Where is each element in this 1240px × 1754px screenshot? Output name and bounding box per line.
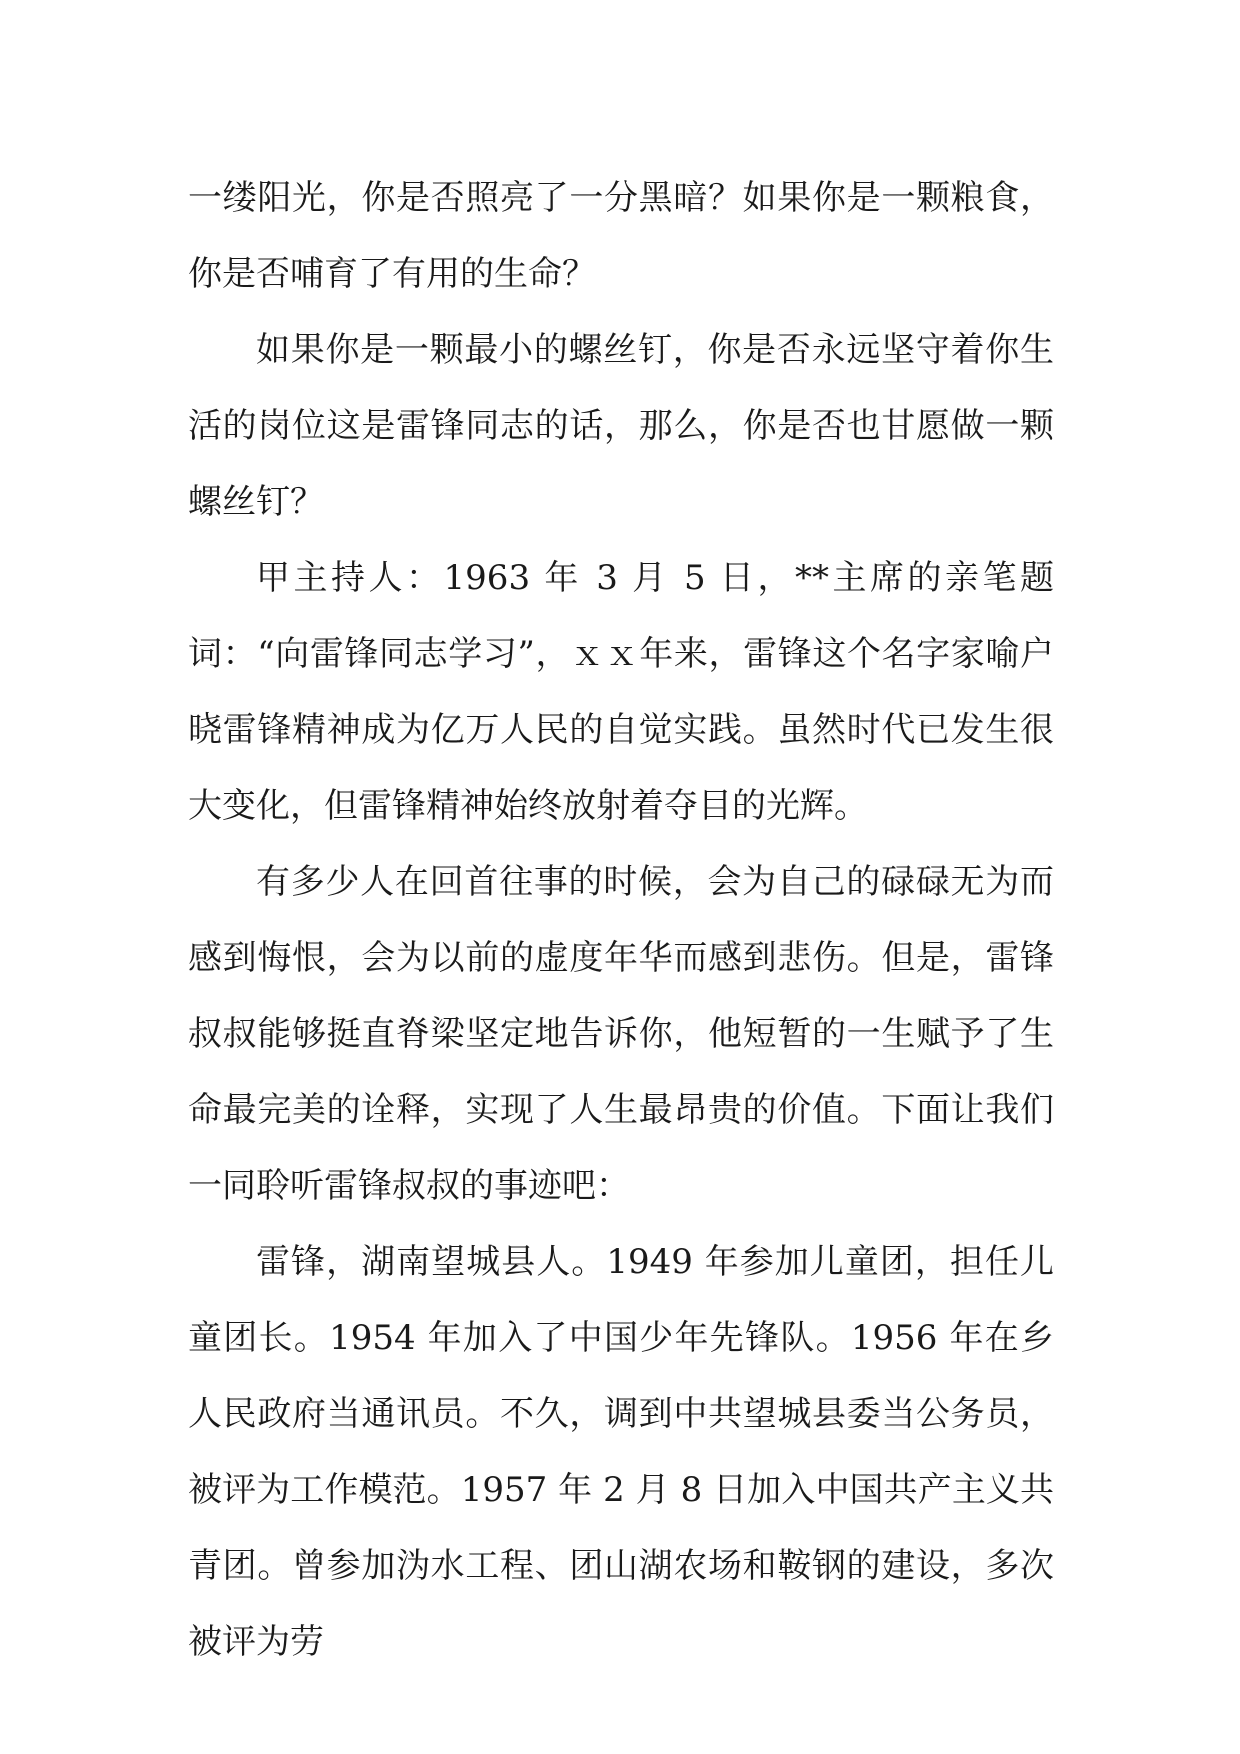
paragraph-5: 雷锋，湖南望城县人。1949 年参加儿童团，担任儿童团长。1954 年加入了中国少年先锋队。1956 年在乡人民政府当通讯员。不久，调到中共望城县委当公务员，被评为工作模范。1957 年 2 月 8 日加入中国共产主义共青团。曾参加沩水工程、团山湖农场和鞍钢的建设，多次被评为劳 (188, 1242, 1054, 1662)
paragraph-1: 一缕阳光，你是否照亮了一分黑暗？如果你是一颗粮食，你是否哺育了有用的生命？ (188, 178, 1054, 294)
document-body (188, 160, 1054, 1680)
paragraph-4: 有多少人在回首往事的时候，会为自己的碌碌无为而感到悔恨，会为以前的虚度年华而感到悲伤。但是，雷锋叔叔能够挺直脊梁坚定地告诉你，他短暂的一生赋予了生命最完美的诠释，实现了人生最昂贵的价值。下面让我们一同聆听雷锋叔叔的事迹吧： (188, 862, 1054, 1206)
paragraph-3: 甲主持人：1963 年 3 月 5 日，**主席的亲笔题词：“向雷锋同志学习”，ｘｘ年来，雷锋这个名字家喻户晓雷锋精神成为亿万人民的自觉实践。虽然时代已发生很大变化，但雷锋精神始终放射着夺目的光辉。 (188, 558, 1054, 826)
paragraph-2: 如果你是一颗最小的螺丝钉，你是否永远坚守着你生活的岗位这是雷锋同志的话，那么，你是否也甘愿做一颗螺丝钉？ (188, 330, 1054, 522)
